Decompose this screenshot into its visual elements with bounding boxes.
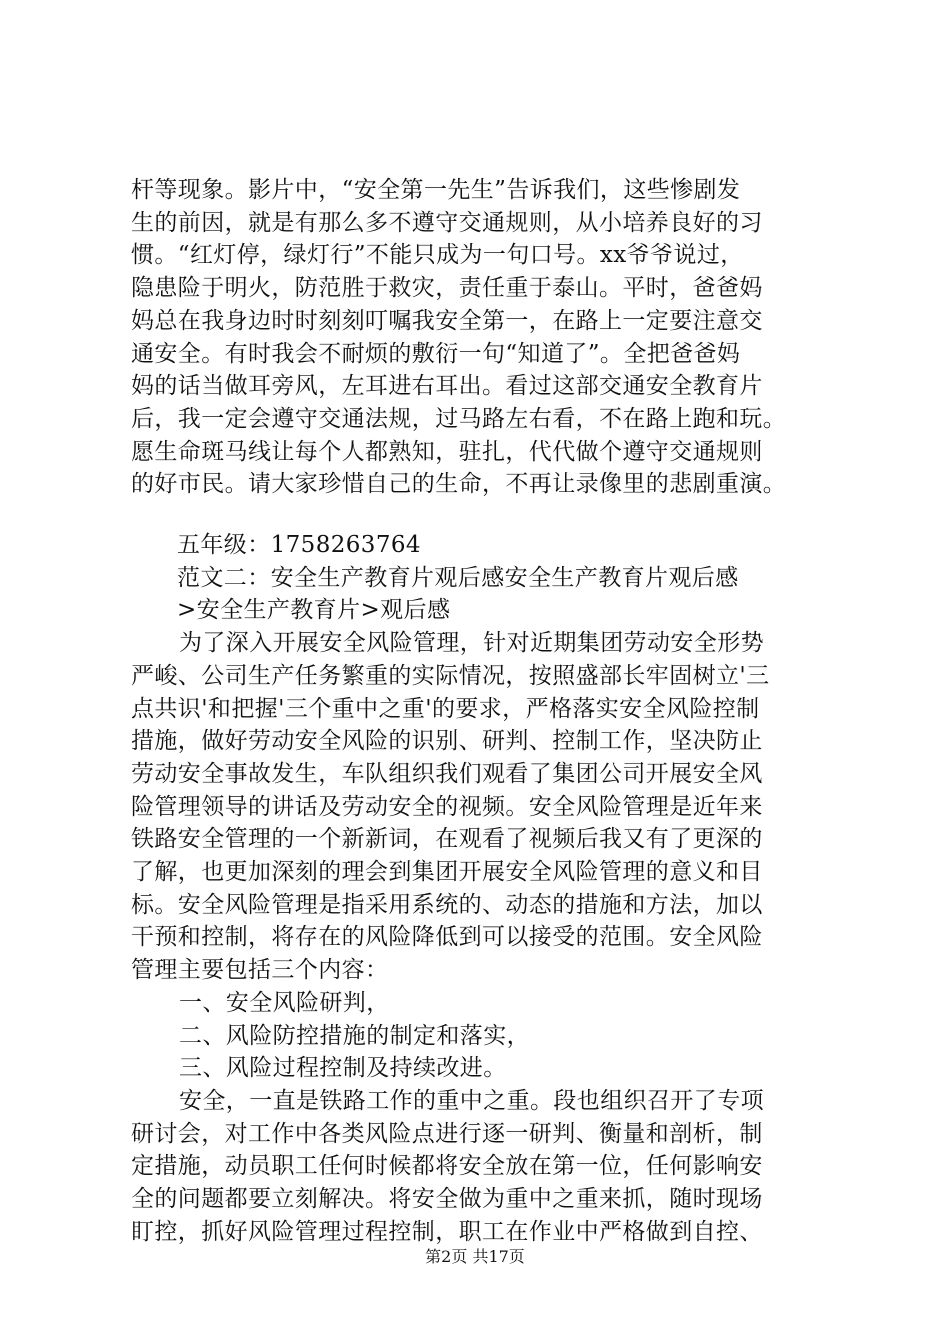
text-line: 通安全。有时我会不耐烦的敷衍一句“知道了”。全把爸爸妈 [131, 340, 741, 367]
document-body [131, 174, 831, 1249]
text-line: 全的问题都要立刻解决。将安全做为重中之重来抓，随时现场 [131, 1186, 763, 1213]
text-line: 生的前因，就是有那么多不遵守交通规则，从小培养良好的习 [131, 209, 763, 236]
text-line: 安全，一直是铁路工作的重中之重。段也组织召开了专项 [179, 1087, 764, 1114]
text-line: 干预和控制，将存在的风险降低到可以接受的范围。安全风险 [131, 924, 763, 951]
grade-line: 五年级：1758263764 [177, 532, 421, 559]
text-line: 惯。“红灯停，绿灯行”不能只成为一句口号。xx爷爷说过， [131, 242, 744, 269]
risk-content-list [131, 987, 831, 1085]
text-line: 标。安全风险管理是指采用系统的、动态的措施和方法，加以 [131, 891, 763, 918]
section-subtitle: >安全生产教育片>观后感 [177, 597, 451, 624]
section-title: 范文二：安全生产教育片观后感安全生产教育片观后感 [177, 564, 739, 591]
list-item: 二、风险防控措施的制定和落实， [179, 1022, 530, 1049]
text-line: 险管理领导的讲话及劳动安全的视频。安全风险管理是近年来 [131, 793, 763, 820]
text-line: 管理主要包括三个内容： [131, 957, 389, 984]
text-line: 愿生命斑马线让每个人都熟知，驻扎，代代做个遵守交通规则 [131, 438, 763, 465]
paragraph-risk-management [131, 627, 831, 987]
text-line: 严峻、公司生产任务繁重的实际情况，按照盛部长牢固树立'三 [131, 662, 770, 689]
text-line: 的好市民。请大家珍惜自己的生命，不再让录像里的悲剧重演。 [131, 471, 787, 498]
text-line: 杆等现象。影片中，“安全第一先生”告诉我们，这些惨剧发 [131, 177, 741, 203]
text-line: 劳动安全事故发生，车队组织我们观看了集团公司开展安全风 [131, 760, 763, 787]
text-line: 定措施，动员职工任何时候都将安全放在第一位，任何影响安 [131, 1153, 763, 1180]
text-line: 为了深入开展安全风险管理，针对近期集团劳动安全形势 [179, 630, 764, 657]
paragraph-railway-safety [131, 1085, 831, 1249]
text-line: 妈总在我身边时时刻刻叮嘱我安全第一，在路上一定要注意交 [131, 307, 763, 334]
text-line: 点共识'和把握'三个重中之重'的要求，严格落实安全风险控制 [131, 695, 760, 722]
list-item: 一、安全风险研判， [179, 989, 390, 1016]
text-line: 铁路安全管理的一个新新词，在观看了视频后我又有了更深的 [131, 826, 763, 853]
text-line: 盯控，抓好风险管理过程控制，职工在作业中严格做到自控、 [131, 1218, 763, 1245]
text-line: 研讨会，对工作中各类风险点进行逐一研判、衡量和剖析，制 [131, 1120, 763, 1147]
text-line: 后，我一定会遵守交通法规，过马路左右看，不在路上跑和玩。 [131, 405, 787, 432]
paragraph-traffic-safety [131, 174, 831, 501]
text-line: 隐患险于明火，防范胜于救灾，责任重于泰山。平时，爸爸妈 [131, 275, 763, 302]
paragraph-gap [131, 501, 831, 529]
text-line: 妈的话当做耳旁风，左耳进右耳出。看过这部交通安全教育片 [131, 373, 763, 400]
text-line: 措施，做好劳动安全风险的识别、研判、控制工作，坚决防止 [131, 728, 763, 755]
text-line: 了解，也更加深刻的理会到集团开展安全风险管理的意义和目 [131, 859, 763, 886]
page-number-footer: 第2页 共17页 [425, 1247, 525, 1266]
list-item: 三、风险过程控制及持续改进。 [179, 1055, 507, 1082]
